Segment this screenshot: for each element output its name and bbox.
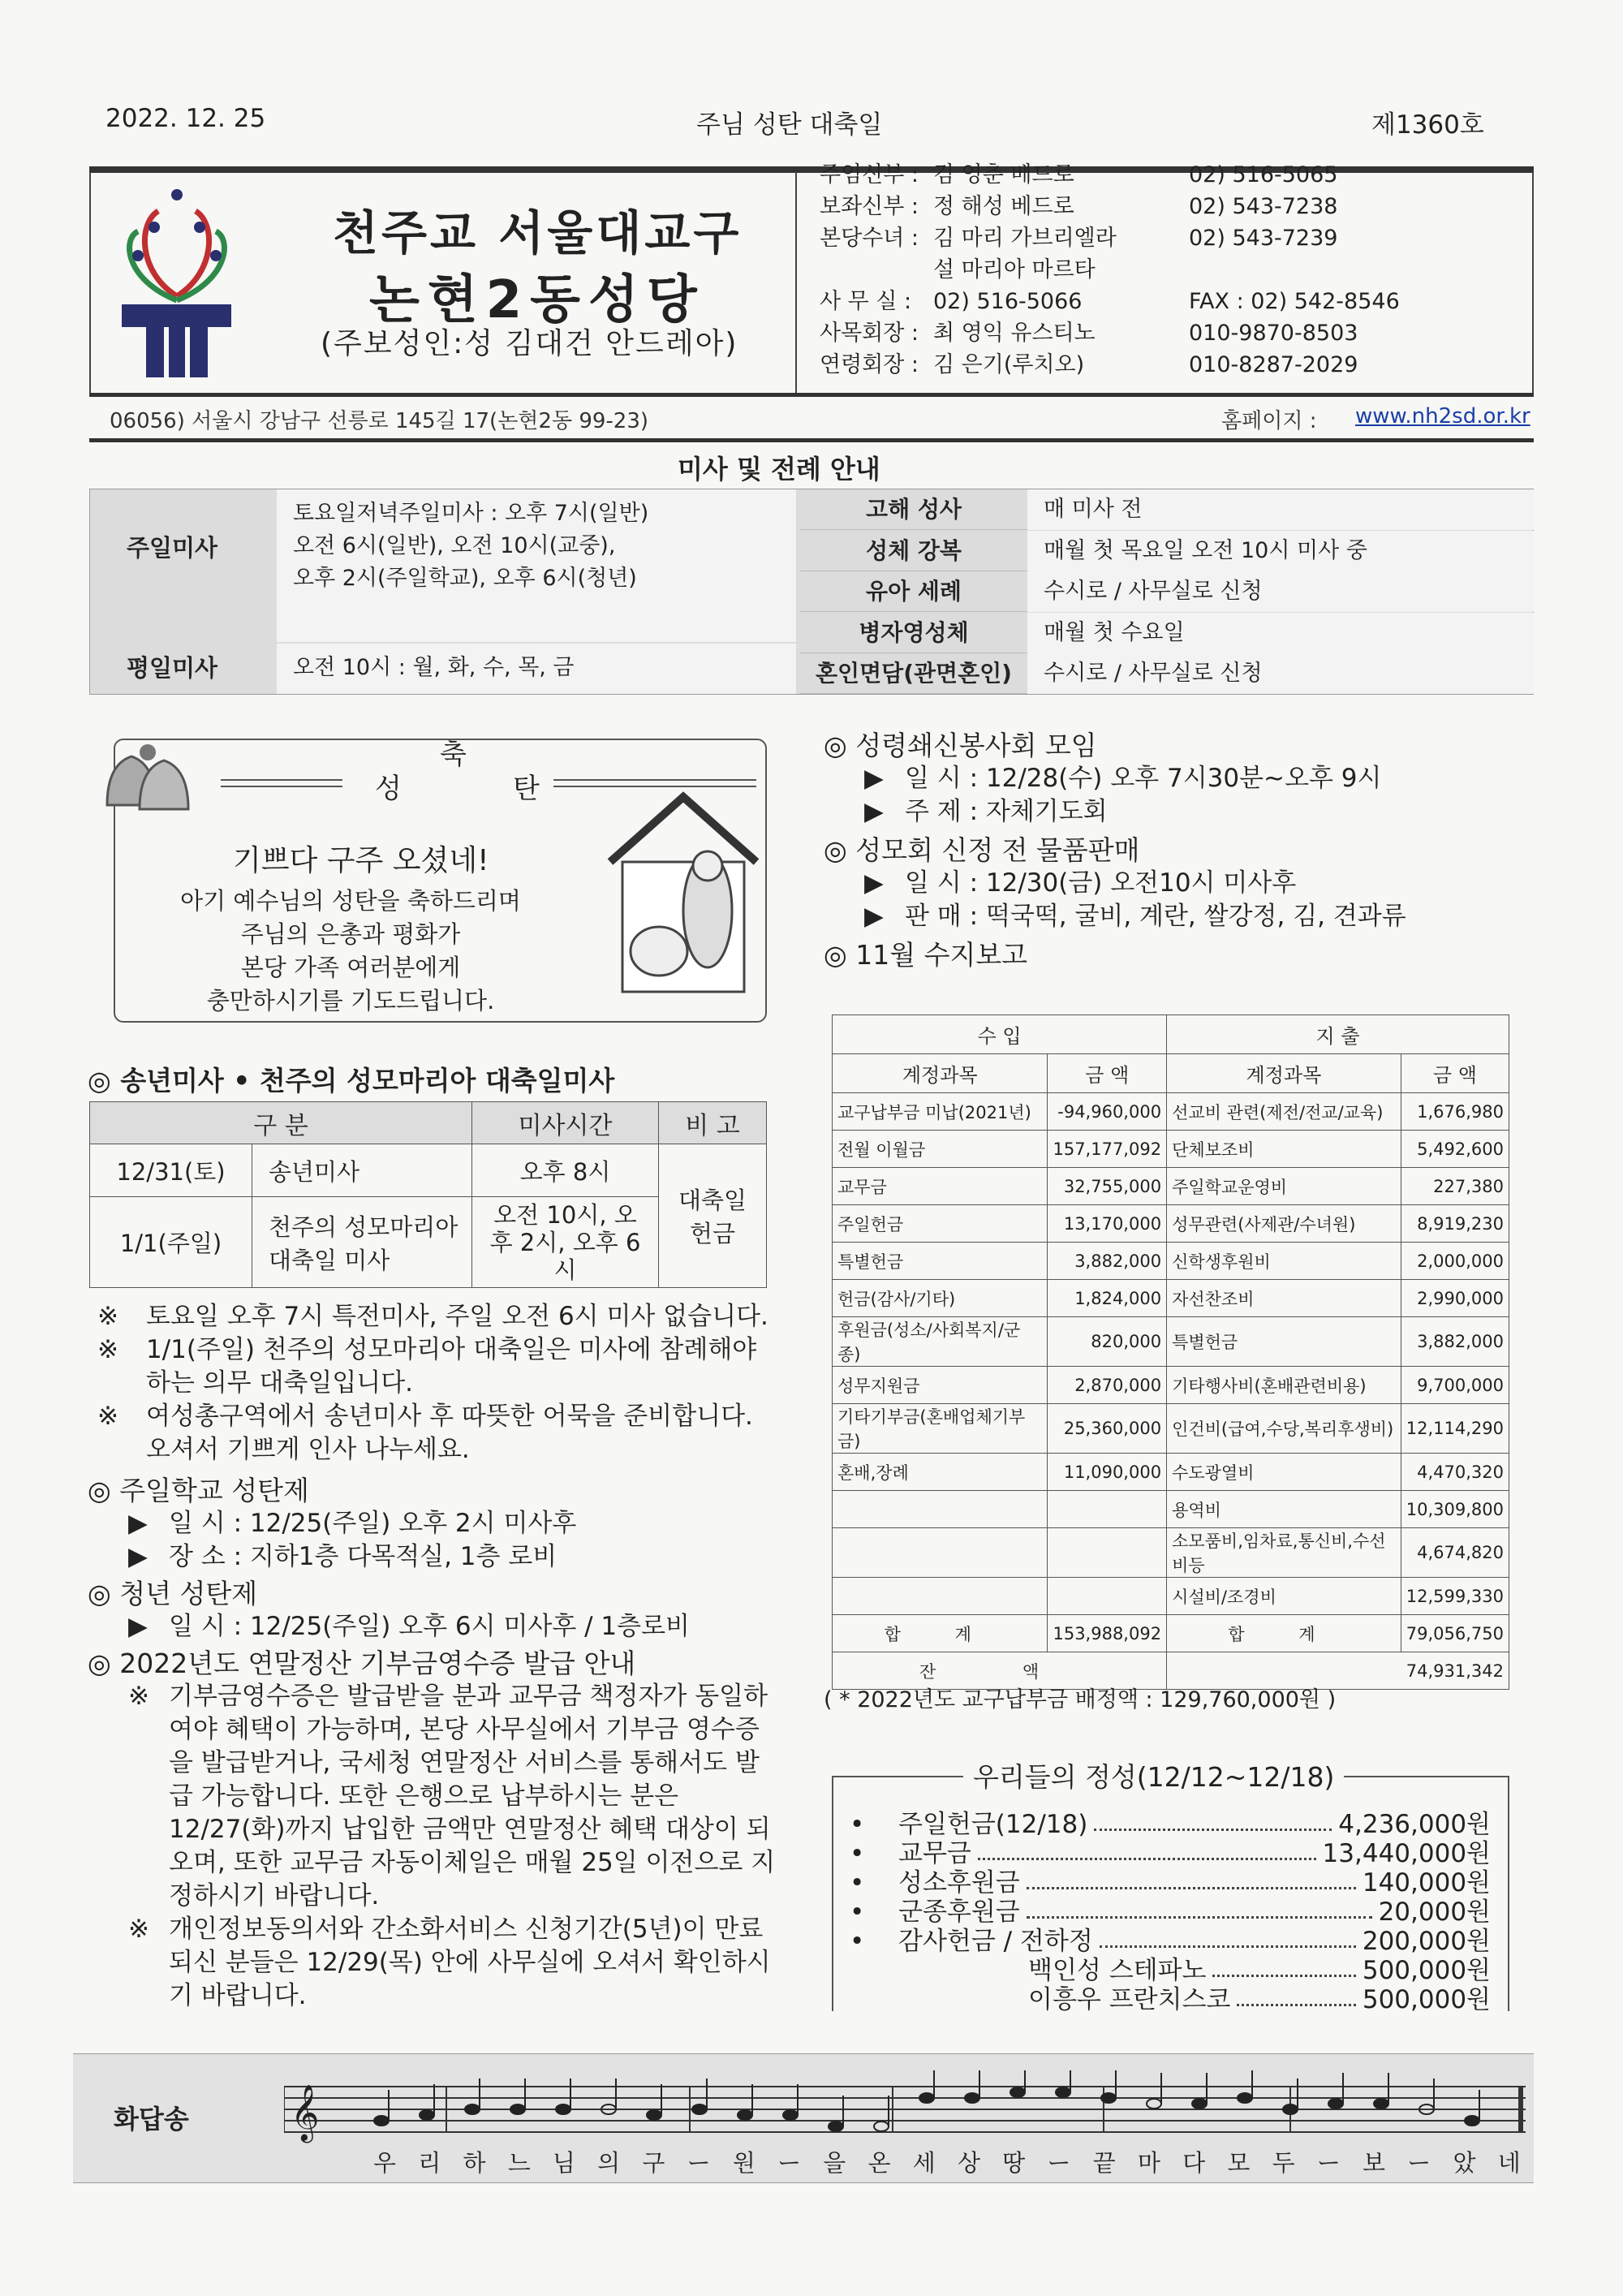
table-cell: 혼배,장례: [833, 1454, 1048, 1491]
table-cell: 9,700,000: [1401, 1367, 1509, 1404]
table-cell: 11,090,000: [1048, 1454, 1167, 1491]
table-cell: 헌금(감사/기타): [833, 1280, 1048, 1317]
sacrament-row: [800, 613, 1535, 653]
greeting-line: 아기 예수님의 성탄을 축하드리며: [180, 887, 521, 915]
staff-phone: 010-8287-2029: [1189, 352, 1358, 377]
music-note: [1283, 2104, 1298, 2114]
music-note: [829, 2122, 843, 2131]
table-row: [833, 1367, 1509, 1404]
table-cell: [833, 1491, 1048, 1528]
item-text: 장 소 : 지하1층 다목적실, 1층 로비: [169, 1542, 558, 1571]
note-text: 여성총구역에서 송년미사 후 따뜻한 어묵을 준비합니다. 오셔서 기쁘게 인사 나누세요.: [146, 1402, 753, 1464]
table-cell: 12,114,290: [1401, 1404, 1509, 1454]
table-cell: 전월 이월금: [833, 1131, 1048, 1168]
staff-role: 본당수녀 :: [820, 226, 919, 251]
section-item: [88, 1507, 777, 1540]
weekday-mass: 오전 10시 : 월, 화, 수, 목, 금: [277, 644, 796, 694]
offering-item: [850, 1956, 1491, 1985]
offering-name: 주일헌금(12/18): [898, 1810, 1088, 1839]
table-cell: 2,000,000: [1401, 1243, 1509, 1280]
greeting-char: 탄: [513, 773, 540, 805]
table-cell: 74,931,342: [1167, 1652, 1509, 1690]
music-note: [1328, 2099, 1343, 2109]
cell: 천주의 성모마리아 대축일 미사: [252, 1197, 472, 1288]
staff-name: 설 마리아 마르타: [933, 257, 1096, 282]
section-item: [88, 1610, 777, 1643]
staff-name: 정 해성 베드로: [933, 194, 1074, 219]
bullet: ※: [128, 1682, 149, 1711]
table-row: [833, 1168, 1509, 1205]
table-cell: 12,599,330: [1401, 1578, 1509, 1615]
item-text: 주 제 : 자체기도회: [905, 797, 1108, 826]
patron-saint: (주보성인:성 김대건 안드레아): [321, 327, 738, 360]
treble-clef-icon: 𝄞: [291, 2084, 320, 2141]
music-note: [1147, 2099, 1161, 2109]
yearend-mass-title: ◎ 송년미사 • 천주의 성모마리아 대축일미사: [88, 1065, 615, 1096]
offering-item: [850, 1839, 1491, 1868]
item-text: 개인정보동의서와 간소화서비스 신청기간(5년)이 만료되신 분들은 12/29(목) 안에 사무실에 오셔서 확인하시기 바랍니다.: [169, 1915, 771, 2010]
table-row: [833, 1093, 1509, 1131]
table-cell: 1,824,000: [1048, 1280, 1167, 1317]
table-cell: 금 액: [1401, 1054, 1509, 1093]
staff-phone: 02) 543-7239: [1189, 226, 1338, 251]
offering-name: 이흥우 프란치스코: [1028, 1985, 1231, 2014]
note-item: [97, 1400, 771, 1467]
item-text: 일 시 : 12/25(주일) 오후 6시 미사후 / 1층로비: [169, 1612, 690, 1641]
table-cell: 성무지원금: [833, 1367, 1048, 1404]
divider: [795, 172, 797, 393]
sacrament-info: 수시로 / 사무실로 신청: [1027, 571, 1535, 612]
note-text: 토요일 오후 7시 특전미사, 주일 오전 6시 미사 없습니다.: [146, 1302, 768, 1331]
table-cell: -94,960,000: [1048, 1093, 1167, 1131]
offering-name: 교무금: [898, 1839, 971, 1868]
table-cell: [1048, 1578, 1167, 1615]
staff-phone: 02) 543-7238: [1189, 194, 1338, 219]
music-note: [420, 2110, 434, 2120]
table-cell: 성무관련(사제관/수녀원): [1167, 1205, 1401, 1243]
bullet: [850, 1985, 898, 2014]
dots: [1027, 1868, 1356, 1889]
music-note: [556, 2104, 570, 2114]
cell: 1/1(주일): [90, 1197, 252, 1288]
diocese-name: 천주교 서울대교구: [333, 205, 743, 261]
sacrament-name: 성체 강복: [866, 536, 962, 564]
table-cell: 2,990,000: [1401, 1280, 1509, 1317]
bullet: ▶: [864, 902, 884, 931]
offering-name: 백인성 스테파노: [1028, 1956, 1207, 1985]
table-cell: 특별헌금: [1167, 1317, 1401, 1367]
music-note: [1101, 2093, 1116, 2103]
music-note: [1238, 2093, 1252, 2103]
section-title: ◎ 청년 성탄제: [88, 1578, 258, 1609]
table-cell: 8,919,230: [1401, 1205, 1509, 1243]
psalm-lyrics: 우 리 하 느 님 의 구 ー 원 ー 을 온 세 상 땅 ー 끝 마 다 모 두 ー 보 ー 았 네: [373, 2149, 1522, 2177]
table-cell: 후원금(성소/사회복지/군종): [833, 1317, 1048, 1367]
table-cell: 25,360,000: [1048, 1404, 1167, 1454]
music-note: [1192, 2099, 1207, 2109]
staff-phone: 02) 516-5065: [1189, 162, 1338, 187]
table-cell: 계정과목: [1167, 1054, 1401, 1093]
table-cell: 3,882,000: [1048, 1243, 1167, 1280]
table-cell: 1,676,980: [1401, 1093, 1509, 1131]
offering-list: [850, 1810, 1491, 2014]
sacrament-info: 매 미사 전: [1027, 489, 1535, 530]
mass-schedule: [89, 489, 1534, 695]
offering-amount: 20,000원: [1378, 1898, 1491, 1927]
music-note: [1010, 2087, 1025, 2097]
greeting-text: [131, 885, 570, 1018]
sunday-mass-line: 토요일저녁주일미사 : 오후 7시(일반): [293, 501, 649, 526]
bullet: ▶: [128, 1612, 148, 1641]
item-text: 판 매 : 떡국떡, 굴비, 계란, 쌀강정, 김, 견과류: [905, 902, 1406, 931]
bullet: •: [850, 1927, 865, 1956]
yearend-mass-table: [89, 1101, 767, 1288]
bullet: ▶: [864, 868, 884, 898]
offering-item: [850, 1810, 1491, 1839]
staff-phone: 010-9870-8503: [1189, 321, 1358, 346]
column-header: 비 고: [658, 1102, 766, 1144]
table-cell: 수도광열비: [1167, 1454, 1401, 1491]
sacrament-name: 혼인면담(관면혼인): [816, 660, 1012, 687]
table-cell: 교구납부금 미납(2021년): [833, 1093, 1048, 1131]
table-cell: 153,988,092: [1048, 1615, 1167, 1652]
sunday-mass-label: 주일미사: [127, 534, 218, 562]
music-note: [374, 2116, 389, 2126]
table-cell: 단체보조비: [1167, 1131, 1401, 1168]
item-text: 기부금영수증은 발급받을 분과 교무금 책정자가 동일하여야 혜택이 가능하며, 본당 사무실에서 기부금 영수증을 발급받거나, 국세청 연말정산 서비스를 통해서도 발급 가능합니다. 또한 은행으로 납부하시는 분은 12/27(화)까지 납입한 금액만 연말정산 혜택 대상이 되오며, 또한 교무금 자동이체일은 매월 25일 이전으로 지정하시기 바랍니다.: [169, 1682, 776, 1910]
sacrament-row: [800, 571, 1535, 612]
yearend-notes: [97, 1300, 771, 1467]
dots: [1212, 1956, 1355, 1977]
staff-role: 보좌신부 :: [820, 194, 919, 219]
section-item: [824, 867, 1538, 900]
bullet: [850, 1956, 898, 1985]
christmas-greeting: [114, 739, 767, 1023]
music-note: [965, 2093, 979, 2103]
staff-row: [820, 191, 1400, 222]
psalm-label: 화답송: [114, 2104, 189, 2134]
note-item: [97, 1333, 771, 1400]
table-cell: 계정과목: [833, 1054, 1048, 1093]
greeting-line: 충만하시기를 기도드립니다.: [206, 987, 495, 1014]
table-row: [833, 1404, 1509, 1454]
staff-name: 김 영춘 베드로: [933, 162, 1074, 187]
staff-name: 02) 516-5066: [933, 289, 1083, 314]
table-cell: 선교비 관련(제전/전교/교육): [1167, 1093, 1401, 1131]
homepage-label: 홈페이지 :: [1221, 409, 1317, 433]
parish-logo: [122, 183, 235, 377]
table-cell: 5,492,600: [1401, 1131, 1509, 1168]
divider: [89, 393, 1534, 397]
staff-role: 사 무 실 :: [820, 289, 912, 314]
sunday-mass-line: 오전 6시(일반), 오전 10시(교중),: [293, 533, 616, 558]
table-cell: [833, 1578, 1048, 1615]
greeting-char: 성: [375, 773, 402, 805]
section-title: ◎ 성모회 신정 전 물품판매: [824, 834, 1140, 866]
table-cell: 소모품비,임차료,통신비,수선비등: [1167, 1528, 1401, 1578]
music-note: [647, 2110, 661, 2120]
divider: [89, 438, 1534, 442]
staff-role: 주임신부 :: [820, 162, 919, 187]
dots: [1027, 1898, 1372, 1919]
music-staff: [284, 2070, 1526, 2143]
section-title: ◎ 2022년도 연말정산 기부금영수증 발급 안내: [88, 1648, 636, 1679]
sacrament-name: 유아 세례: [866, 578, 962, 605]
section-item: [88, 1680, 777, 1913]
table-cell: 4,470,320: [1401, 1454, 1509, 1491]
table-row: [833, 1054, 1509, 1093]
feast-title: 주님 성탄 대축일: [696, 110, 883, 140]
sacrament-info: 매월 첫 수요일: [1027, 613, 1535, 653]
column-header: 구 분: [90, 1102, 472, 1144]
music-note: [738, 2110, 752, 2120]
music-note: [510, 2104, 525, 2114]
offering-name: 성소후원금: [898, 1868, 1020, 1898]
table-row: [833, 1528, 1509, 1578]
table-cell: 지 출: [1167, 1015, 1509, 1054]
bullet: •: [850, 1868, 865, 1898]
table-row: [833, 1491, 1509, 1528]
table-cell: [1048, 1528, 1167, 1578]
cell: 12/31(토): [90, 1144, 252, 1197]
staff-row: [820, 159, 1400, 191]
offering-item: [850, 1868, 1491, 1898]
dots: [1094, 1810, 1332, 1831]
table-cell: 인건비(급여,수당,복리후생비): [1167, 1404, 1401, 1454]
table-cell: 820,000: [1048, 1317, 1167, 1367]
note-item: [97, 1300, 771, 1333]
music-note: [465, 2104, 480, 2114]
staff-name: 최 영익 유스티노: [933, 321, 1096, 346]
section-item: [88, 1540, 777, 1574]
cell: 오전 10시, 오후 2시, 오후 6시: [471, 1197, 658, 1288]
dots: [978, 1839, 1316, 1860]
section-title: ◎ 11월 수지보고: [824, 939, 1028, 971]
sacrament-row: [800, 653, 1535, 694]
dots: [1237, 1985, 1355, 2006]
column-header: 미사시간: [471, 1102, 658, 1144]
nativity-illustration: [602, 789, 764, 1000]
finance-note: ( * 2022년도 교구납부금 배정액 : 129,760,000원 ): [824, 1687, 1337, 1712]
table-cell: 32,755,000: [1048, 1168, 1167, 1205]
table-row: [833, 1317, 1509, 1367]
left-sections: [88, 1471, 777, 2013]
offering-amount: 500,000원: [1362, 1956, 1491, 1985]
table-cell: 10,309,800: [1401, 1491, 1509, 1528]
table-cell: 수 입: [833, 1015, 1167, 1054]
table-cell: 신학생후원비: [1167, 1243, 1401, 1280]
issue-number: 제1360호: [1371, 110, 1484, 140]
table-row: [833, 1243, 1509, 1280]
sunday-mass-line: 오후 2시(주일학교), 오후 6시(청년): [293, 566, 637, 591]
table-cell: 주일학교운영비: [1167, 1168, 1401, 1205]
table-cell: 교무금: [833, 1168, 1048, 1205]
offering-amount: 200,000원: [1362, 1927, 1491, 1956]
section-item: [824, 795, 1538, 829]
table-cell: 227,380: [1401, 1168, 1509, 1205]
table-row: [833, 1205, 1509, 1243]
sacrament-name: 병자영성체: [859, 618, 969, 646]
note-text: 1/1(주일) 천주의 성모마리아 대축일은 미사에 참례해야하는 의무 대축일입니다.: [146, 1335, 757, 1398]
staff-phone: FAX : 02) 542-8546: [1189, 289, 1400, 314]
dots: [1100, 1927, 1356, 1948]
address: 06056) 서울시 강남구 선릉로 145길 17(논현2동 99-23): [110, 409, 649, 433]
table-cell: [1048, 1491, 1167, 1528]
sacrament-info: 수시로 / 사무실로 신청: [1027, 653, 1535, 694]
table-cell: 13,170,000: [1048, 1205, 1167, 1243]
section-title: ◎ 성령쇄신봉사회 모임: [824, 730, 1097, 761]
cell: 대축일 헌금: [658, 1144, 766, 1288]
staff-role: 연령회장 :: [820, 352, 919, 377]
note-mark: ※: [97, 1302, 118, 1331]
table-row: [833, 1454, 1509, 1491]
offering-name: 군종후원금: [898, 1898, 1020, 1927]
bullet: ▶: [864, 797, 884, 826]
right-sections: [824, 724, 1538, 971]
table-cell: 합 계: [833, 1615, 1048, 1652]
staff-name: 김 마리 가브리엘라: [933, 226, 1117, 251]
staff-row: [820, 286, 1400, 317]
divider: [553, 779, 756, 787]
music-note: [692, 2104, 707, 2114]
table-row: [833, 1131, 1509, 1168]
music-note: [874, 2122, 889, 2131]
item-text: 일 시 : 12/30(금) 오전10시 미사후: [905, 868, 1297, 898]
finance-table: [832, 1014, 1509, 1690]
sacrament-row: [800, 531, 1535, 571]
table-cell: [833, 1528, 1048, 1578]
table-cell: 잔 액: [833, 1652, 1167, 1690]
table-row: [833, 1578, 1509, 1615]
sacrament-row: [800, 489, 1535, 530]
item-text: 일 시 : 12/25(주일) 오후 2시 미사후: [169, 1509, 577, 1538]
bulletin-date: 2022. 12. 25: [105, 104, 266, 133]
bullet: ▶: [128, 1509, 148, 1538]
greeting-line: 본당 가족 여러분에게: [240, 954, 461, 981]
staff-directory: [820, 159, 1400, 381]
section-item: [824, 900, 1538, 933]
table-row: [833, 1615, 1509, 1652]
parish-name: 논현2동성당: [369, 270, 705, 330]
staff-row: [820, 254, 1400, 286]
bullet: ▶: [128, 1542, 148, 1571]
table-cell: 시설비/조경비: [1167, 1578, 1401, 1615]
staff-row: [820, 222, 1400, 254]
table-cell: 2,870,000: [1048, 1367, 1167, 1404]
music-note: [1056, 2087, 1070, 2097]
music-note: [783, 2110, 798, 2120]
offering-box: [832, 1761, 1509, 2014]
section-item: [88, 1913, 777, 2013]
table-cell: 기타기부금(혼배업체기부금): [833, 1404, 1048, 1454]
staff-row: [820, 317, 1400, 349]
note-mark: ※: [97, 1335, 118, 1364]
note-mark: ※: [97, 1402, 118, 1431]
greeting-headline: 기쁘다 구주 오셨네!: [233, 844, 489, 877]
divider: [221, 779, 342, 787]
offering-amount: 13,440,000원: [1322, 1839, 1491, 1868]
table-cell: 금 액: [1048, 1054, 1167, 1093]
greeting-char: 축: [440, 739, 467, 771]
table-cell: 주일헌금: [833, 1205, 1048, 1243]
table-cell: 합 계: [1167, 1615, 1401, 1652]
table-row: [833, 1015, 1509, 1054]
sacrament-info: 매월 첫 목요일 오전 10시 미사 중: [1027, 531, 1535, 571]
staff-row: [820, 349, 1400, 381]
offering-item: [850, 1898, 1491, 1927]
weekday-mass-label: 평일미사: [127, 654, 218, 682]
offering-item: [850, 1985, 1491, 2014]
offering-amount: 500,000원: [1362, 1985, 1491, 2014]
table-cell: 3,882,000: [1401, 1317, 1509, 1367]
responsorial-psalm: [73, 2053, 1534, 2183]
music-note: [919, 2093, 934, 2103]
table-cell: 4,674,820: [1401, 1528, 1509, 1578]
table-cell: 79,056,750: [1401, 1615, 1509, 1652]
item-text: 일 시 : 12/28(수) 오후 7시30분~오후 9시: [905, 764, 1382, 793]
homepage-link[interactable]: www.nh2sd.or.kr: [1355, 404, 1530, 429]
offering-title: 우리들의 정성(12/12~12/18): [963, 1756, 1344, 1794]
offering-amount: 4,236,000원: [1338, 1810, 1491, 1839]
cell: 오후 8시: [471, 1144, 658, 1197]
table-cell: 기타행사비(혼배관련비용): [1167, 1367, 1401, 1404]
staff-role: 사목회장 :: [820, 321, 919, 346]
sunday-mass-box: [277, 489, 796, 642]
table-cell: 자선찬조비: [1167, 1280, 1401, 1317]
section-item: [824, 762, 1538, 795]
bullet: ▶: [864, 764, 884, 793]
sacrament-name: 고해 성사: [866, 496, 962, 523]
table-cell: 특별헌금: [833, 1243, 1048, 1280]
bullet: ※: [128, 1915, 149, 1944]
offering-item: [850, 1927, 1491, 1956]
section-title: ◎ 주일학교 성탄제: [88, 1475, 309, 1506]
music-note: [1374, 2099, 1388, 2109]
cell: 송년미사: [252, 1144, 472, 1197]
music-note: [1465, 2116, 1479, 2126]
mass-section-title: 미사 및 전례 안내: [678, 454, 880, 485]
bells-icon: [91, 732, 196, 821]
staff-name: 김 은기(루치오): [933, 352, 1085, 377]
bullet: •: [850, 1839, 865, 1868]
bullet: •: [850, 1810, 865, 1839]
offering-name: 감사헌금 / 전하정: [898, 1927, 1093, 1956]
table-cell: 용역비: [1167, 1491, 1401, 1528]
table-row: [833, 1280, 1509, 1317]
greeting-line: 주님의 은총과 평화가: [240, 920, 461, 948]
table-cell: 157,177,092: [1048, 1131, 1167, 1168]
bullet: •: [850, 1898, 865, 1927]
offering-amount: 140,000원: [1362, 1868, 1491, 1898]
